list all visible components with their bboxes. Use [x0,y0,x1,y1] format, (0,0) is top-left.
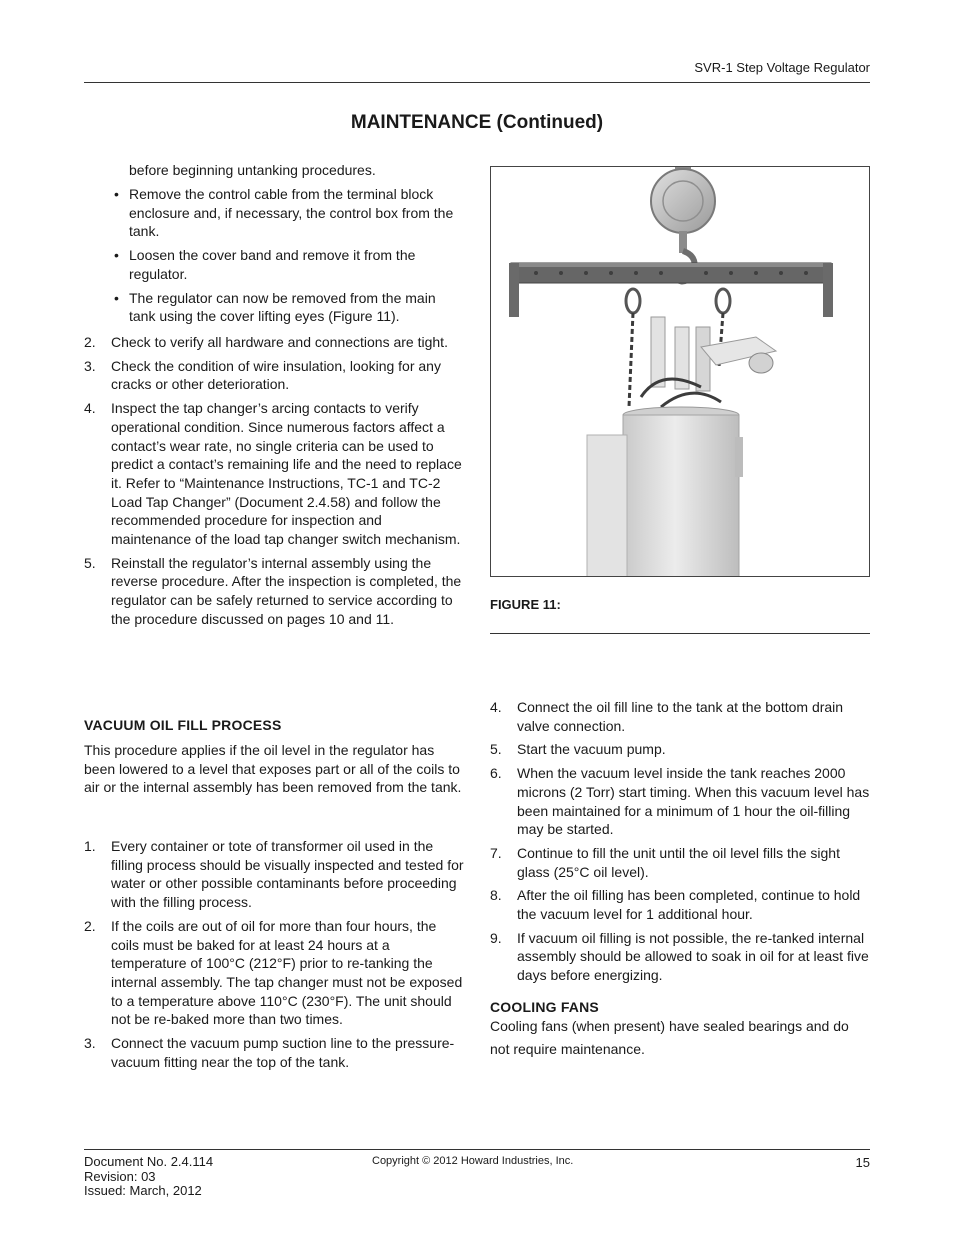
figure-divider [490,633,870,634]
step-number: 2. [84,917,96,934]
step-number: 5. [490,741,502,758]
figure-11-image [490,166,870,577]
list-item [84,917,464,1029]
list-item: • The regulator can now be removed from the main tank using the cover lifting eyes (Figure 11). [114,289,464,326]
header-divider [84,82,870,83]
step-number: 3. [84,1035,96,1052]
regulator-lifting-photo-icon [491,167,870,577]
vacuum-steps-right-list [490,698,870,990]
step-number: 4. [490,699,502,715]
step-number: 4. [84,400,96,417]
list-item: • Loosen the cover band and remove it from the regulator. [114,246,464,283]
footer-divider [84,1149,870,1150]
figure-caption: FIGURE 11: [490,597,561,612]
step-number: 8. [490,887,502,904]
step-text: Every container or tote of transformer oil used in the filling process should be visually inspected and tested for water or other possible contaminants before proceeding with the filling process. [111,838,464,911]
vacuum-steps-left-list [84,837,464,1076]
untanking-continued-line: before beginning untanking procedures. [129,162,376,178]
document-header-title: SVR-1 Step Voltage Regulator [694,60,870,75]
step-text: If vacuum oil filling is not possible, the re-tanked internal assembly should be allowed to soak in oil for at least five days before energizing. [517,929,869,984]
step-text: Connect the vacuum pump suction line to the pressure-vacuum fitting near the top of the tank. [111,1035,455,1070]
list-item [490,740,870,759]
list-item [84,333,464,352]
vacuum-oil-fill-intro: This procedure applies if the oil level in the regulator has been lowered to a level that exposes part or all of the coils to air or the internal assembly has been removed from the tank. [84,742,462,796]
document-number: Document No. 2.4.114 [84,1154,214,1169]
list-item [490,886,870,923]
cooling-fans-heading: COOLING FANS [490,999,599,1015]
step-text: If the coils are out of oil for more than four hours, the coils must be baked for at least 24 hours at a temperature of 100°C (212°F) prior to re-tanking the internal assembly. The tap changer must not be exposed to a temperature above 110°C (230°F). The unit should not be re-baked more than two times. [111,917,463,1028]
step-number: 2. [84,334,96,350]
page-title: MAINTENANCE (Continued) [350,112,604,133]
list-item [490,929,870,985]
list-item [490,698,870,735]
cooling-fans-text-line-1: Cooling fans (when present) have sealed bearings and do [490,1018,849,1034]
step-text: Start the vacuum pump. [517,741,666,758]
revision: Revision: 03 [84,1168,156,1184]
list-item [84,837,464,912]
list-item [84,554,464,629]
list-item [84,357,464,394]
list-item [490,844,870,881]
list-item: • Remove the control cable from the terminal block enclosure and, if necessary, the control box from the tank. [114,185,464,241]
list-item [84,399,464,549]
step-text: Continue to fill the unit until the oil level fills the sight glass (25°C oil level). [517,844,840,880]
step-number: 5. [84,554,96,571]
footer-document-info [84,1155,213,1199]
list-item [84,1034,464,1071]
step-number: 1. [84,838,96,854]
inspection-steps-list [84,333,464,634]
copyright: Copyright © 2012 Howard Industries, Inc. [372,1155,574,1167]
step-text: Reinstall the regulator’s internal assembly using the reverse procedure. After the inspection is completed, the regulator can be safely returned to service according to the procedure discussed on pages 10 and 11. [111,554,462,627]
page-number: 15 [855,1155,870,1170]
cooling-fans-text-line-2: not require maintenance. [490,1041,645,1057]
step-text: Inspect the tap changer’s arcing contacts to verify operational condition. Since numerous factors affect a contact’s wear rate, no single criteria can be used to predict a contact’s remaining life and the need to replace it. Refer to “Maintenance Instructions, TC-1 and TC-2 Load Tap Changer” (Document 2.4.58) and follow the recommended procedure for inspection and maintenance of the load tap changer switch mechanism. [111,400,462,548]
untanking-bullet-list [114,185,464,331]
step-number: 6. [490,765,502,782]
step-text: Check the condition of wire insulation, looking for any cracks or other deterioration. [111,357,441,393]
step-number: 3. [84,357,96,374]
step-text: Connect the oil fill line to the tank at the bottom drain valve connection. [517,699,844,734]
issue-date: Issued: March, 2012 [84,1183,202,1198]
step-text: When the vacuum level inside the tank reaches 2000 microns (2 Torr) start timing. When this vacuum level has been maintained for a minimum of 1 hour the oil-filling may be started. [517,765,870,838]
step-text: Check to verify all hardware and connections are tight. [111,334,448,350]
step-text: After the oil filling has been completed, continue to hold the vacuum level for 1 additional hour. [517,887,861,923]
list-item [490,764,870,839]
step-number: 9. [490,929,502,946]
step-number: 7. [490,844,502,861]
vacuum-oil-fill-heading: VACUUM OIL FILL PROCESS [84,717,282,733]
